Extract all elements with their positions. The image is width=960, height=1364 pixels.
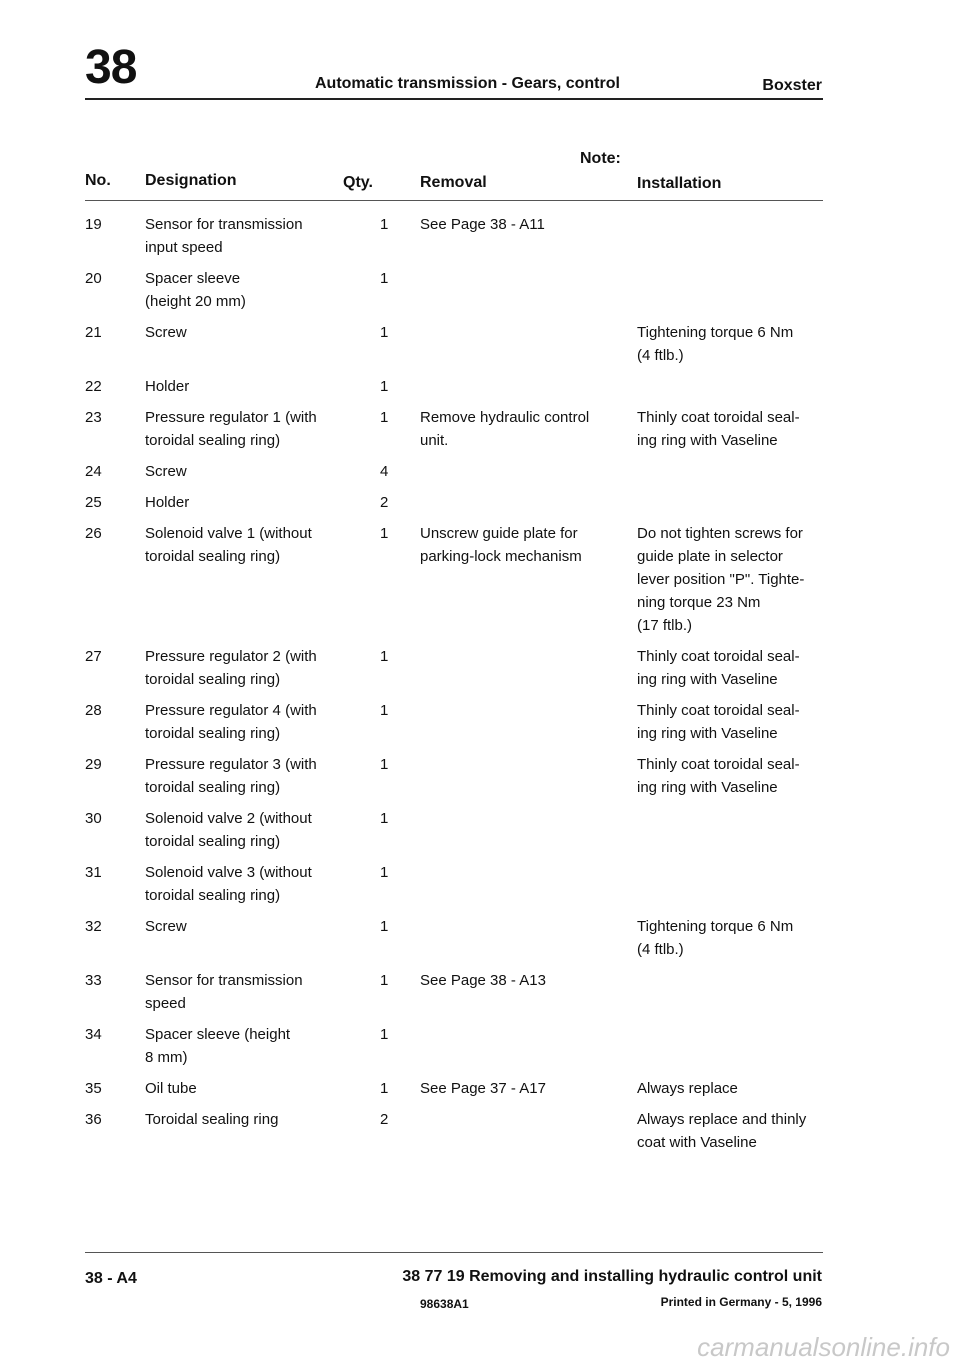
cell-qty: 1 (380, 810, 389, 827)
cell-no: 34 (85, 1026, 102, 1043)
table-row (0, 522, 960, 645)
cell-qty: 1 (380, 918, 389, 935)
cell-qty: 1 (380, 525, 389, 542)
cell-designation: Solenoid valve 2 (without toroidal sealing ring) (145, 810, 312, 850)
cell-no: 32 (85, 918, 102, 935)
table-row (0, 807, 960, 861)
cell-installation: Thinly coat toroidal seal- ing ring with Vaseline (637, 702, 800, 742)
cell-installation: Tightening torque 6 Nm (4 ftlb.) (637, 918, 794, 958)
cell-designation: Screw (145, 324, 187, 341)
table-row (0, 406, 960, 460)
cell-designation: Holder (145, 494, 190, 511)
col-header-qty: Qty. (343, 174, 373, 191)
cell-no: 29 (85, 756, 102, 773)
cell-qty: 4 (380, 463, 389, 480)
cell-qty: 1 (380, 409, 389, 426)
cell-installation: Thinly coat toroidal seal- ing ring with Vaseline (637, 648, 800, 688)
cell-installation: Always replace and thinly coat with Vaseline (637, 1111, 807, 1151)
cell-installation: Always replace (637, 1080, 738, 1097)
table-row (0, 915, 960, 969)
col-header-removal: Removal (420, 174, 487, 191)
cell-qty: 2 (380, 1111, 389, 1128)
table-row (0, 645, 960, 699)
table-row (0, 1077, 960, 1108)
table-row (0, 460, 960, 491)
cell-no: 28 (85, 702, 102, 719)
cell-qty: 1 (380, 1026, 389, 1043)
cell-no: 22 (85, 378, 102, 395)
cell-designation: Solenoid valve 1 (without toroidal sealing ring) (145, 525, 312, 565)
col-header-designation: Designation (145, 172, 237, 189)
cell-qty: 1 (380, 378, 389, 395)
cell-qty: 1 (380, 216, 389, 233)
table-row (0, 1023, 960, 1077)
table-row (0, 969, 960, 1023)
cell-designation: Screw (145, 463, 187, 480)
cell-removal: See Page 38 - A13 (420, 972, 546, 989)
cell-no: 25 (85, 494, 102, 511)
col-header-no: No. (85, 172, 111, 189)
cell-designation: Pressure regulator 2 (with toroidal sealing ring) (145, 648, 317, 688)
cell-designation: Pressure regulator 3 (with toroidal sealing ring) (145, 756, 317, 796)
cell-no: 30 (85, 810, 102, 827)
cell-qty: 1 (380, 324, 389, 341)
table-row (0, 1108, 960, 1162)
cell-no: 21 (85, 324, 102, 341)
cell-removal: Remove hydraulic control unit. (420, 409, 590, 449)
cell-no: 27 (85, 648, 102, 665)
cell-installation: Tightening torque 6 Nm (4 ftlb.) (637, 324, 794, 364)
cell-designation: Pressure regulator 4 (with toroidal sealing ring) (145, 702, 317, 742)
footer-printed: Printed in Germany - 5, 1996 (660, 1295, 822, 1309)
cell-no: 23 (85, 409, 102, 426)
header-separator (85, 200, 823, 201)
cell-designation: Spacer sleeve (height 20 mm) (145, 270, 246, 310)
cell-qty: 2 (380, 494, 389, 511)
cell-designation: Sensor for transmission input speed (145, 216, 303, 256)
cell-designation: Holder (145, 378, 190, 395)
cell-installation: Do not tighten screws for guide plate in selector lever position "P". Tighte- ning torque 23 Nm (17 ftlb.) (637, 525, 805, 634)
table-row (0, 491, 960, 522)
col-header-note: Note: (580, 150, 621, 167)
cell-qty: 1 (380, 972, 389, 989)
cell-designation: Pressure regulator 1 (with toroidal sealing ring) (145, 409, 317, 449)
footer-code: 98638A1 (420, 1297, 469, 1311)
header-model: Boxster (762, 77, 822, 94)
cell-installation: Thinly coat toroidal seal- ing ring with Vaseline (637, 409, 800, 449)
table-row (0, 321, 960, 375)
cell-designation: Sensor for transmission speed (145, 972, 303, 1012)
cell-designation: Toroidal sealing ring (145, 1111, 279, 1128)
watermark: carmanualsonline.info (697, 1332, 950, 1362)
parts-table (0, 213, 960, 1162)
cell-no: 26 (85, 525, 102, 542)
cell-designation: Spacer sleeve (height 8 mm) (145, 1026, 291, 1066)
footer-section: 38 77 19 Removing and installing hydraulic control unit (402, 1268, 822, 1285)
cell-designation: Solenoid valve 3 (without toroidal sealing ring) (145, 864, 312, 904)
table-row (0, 375, 960, 406)
cell-qty: 1 (380, 756, 389, 773)
cell-no: 36 (85, 1111, 102, 1128)
cell-qty: 1 (380, 648, 389, 665)
cell-qty: 1 (380, 864, 389, 881)
cell-no: 24 (85, 463, 102, 480)
cell-no: 33 (85, 972, 102, 989)
cell-designation: Screw (145, 918, 187, 935)
header-title: Automatic transmission - Gears, control (315, 75, 620, 92)
footer-page-ref: 38 - A4 (85, 1270, 137, 1287)
cell-removal: See Page 38 - A11 (420, 216, 545, 233)
cell-removal: Unscrew guide plate for parking-lock mechanism (420, 525, 582, 565)
cell-no: 20 (85, 270, 102, 287)
col-header-installation: Installation (637, 175, 722, 192)
cell-no: 19 (85, 216, 102, 233)
cell-qty: 1 (380, 702, 389, 719)
table-row (0, 213, 960, 267)
cell-removal: See Page 37 - A17 (420, 1080, 546, 1097)
table-row (0, 861, 960, 915)
cell-designation: Oil tube (145, 1080, 197, 1097)
cell-installation: Thinly coat toroidal seal- ing ring with Vaseline (637, 756, 800, 796)
table-row (0, 753, 960, 807)
header-rule (85, 98, 823, 100)
cell-qty: 1 (380, 1080, 389, 1097)
cell-qty: 1 (380, 270, 389, 287)
page-number: 38 (85, 41, 137, 94)
cell-no: 31 (85, 864, 102, 881)
table-row (0, 699, 960, 753)
table-row (0, 267, 960, 321)
footer-rule (85, 1252, 823, 1253)
cell-no: 35 (85, 1080, 102, 1097)
